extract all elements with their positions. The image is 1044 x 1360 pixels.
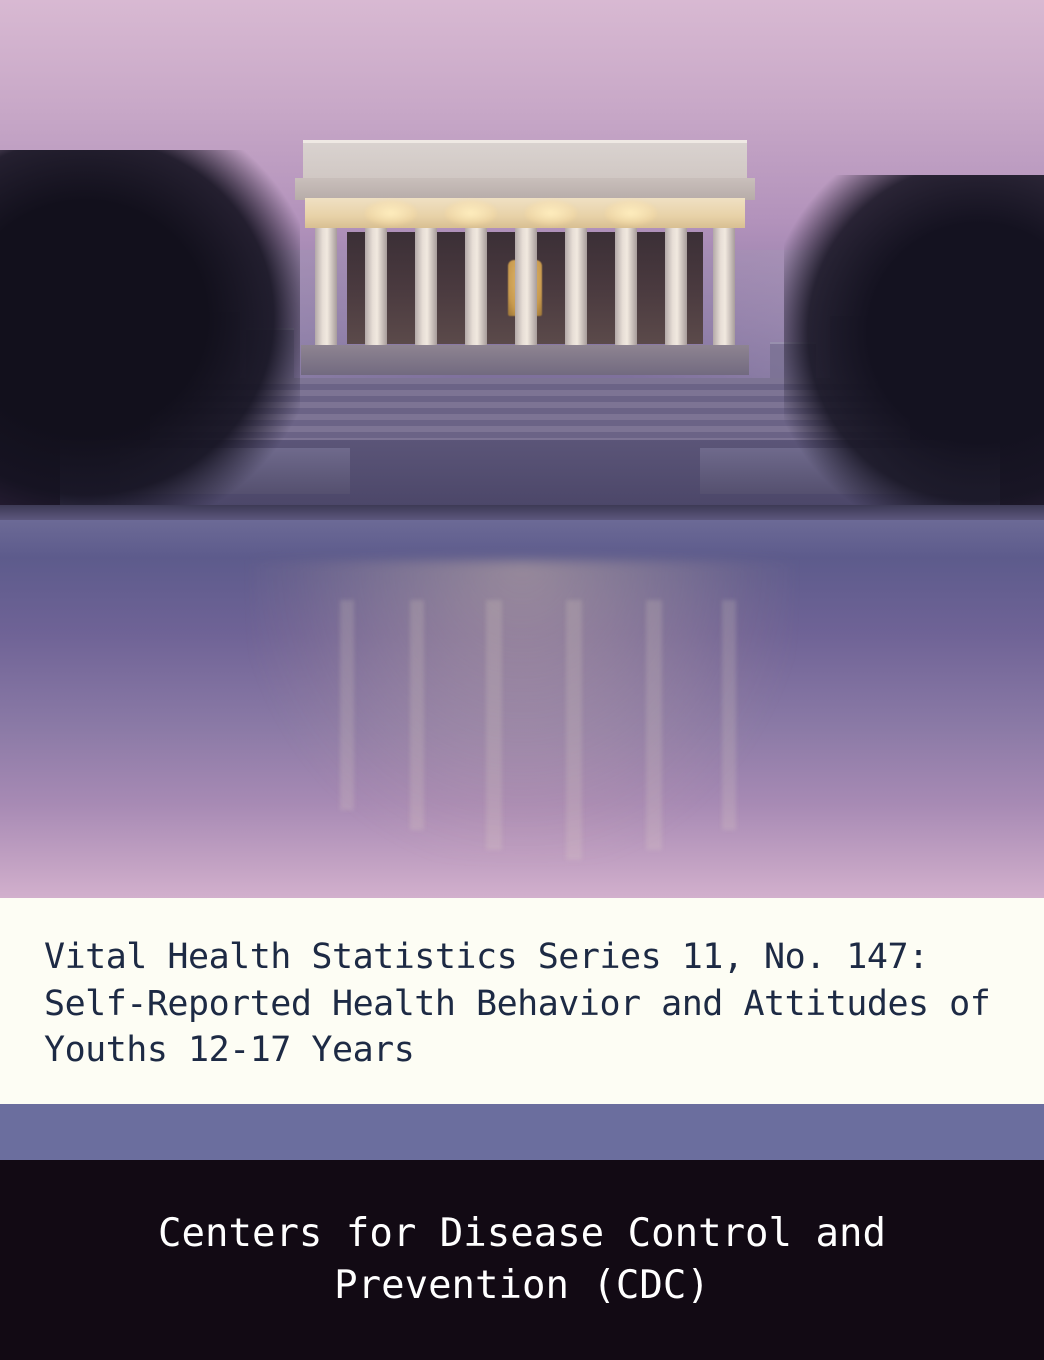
column	[665, 228, 687, 346]
book-author: Centers for Disease Control and Prevention (CDC)	[158, 1211, 886, 1308]
facade-light	[365, 200, 417, 226]
book-title: Vital Health Statistics Series 11, No. 147: Self-Reported Health Behavior and Attitudes of Youths 12-17 Years	[44, 937, 991, 1071]
column	[315, 228, 337, 346]
trees-left	[0, 150, 300, 520]
facade-light	[445, 200, 497, 226]
water-reflection-column	[722, 600, 736, 830]
water-reflection-column	[486, 600, 502, 850]
facade-light	[525, 200, 577, 226]
column	[465, 228, 487, 346]
memorial-podium	[301, 345, 749, 375]
divider-band	[0, 1104, 1044, 1160]
author-band	[0, 1160, 1044, 1360]
column	[365, 228, 387, 346]
trees-right	[784, 175, 1044, 525]
water-reflection-column	[340, 600, 354, 810]
water-reflection-column	[410, 600, 424, 830]
column	[565, 228, 587, 346]
facade-light	[605, 200, 657, 226]
column	[713, 228, 735, 346]
column	[515, 228, 537, 346]
lincoln-memorial	[295, 140, 755, 390]
memorial-frieze	[295, 178, 755, 200]
water-reflection-glow	[251, 560, 794, 860]
column	[415, 228, 437, 346]
memorial-colonnade	[315, 228, 735, 348]
title-band	[0, 898, 1044, 1104]
water-reflection-column	[566, 600, 582, 860]
water-reflection-column	[646, 600, 662, 850]
column	[615, 228, 637, 346]
